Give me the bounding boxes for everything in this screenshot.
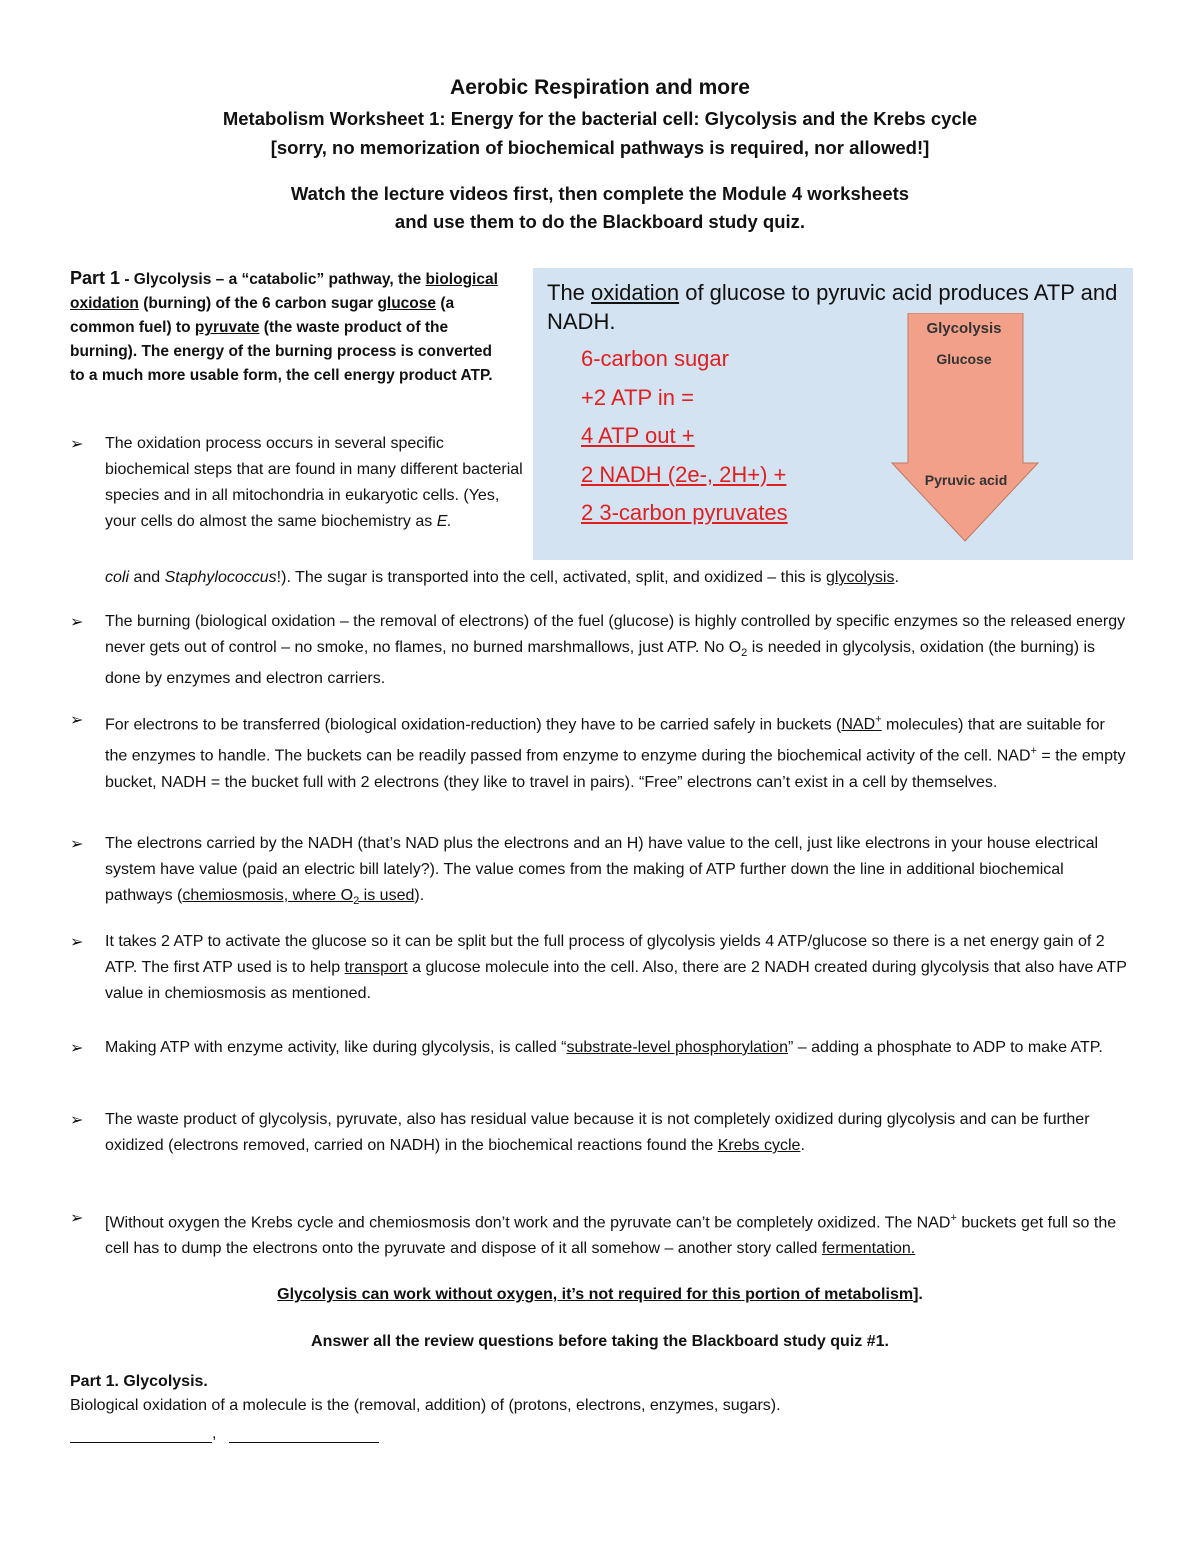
term-oxidation: oxidation xyxy=(591,280,680,305)
bullet-text: Making ATP with enzyme activity, like during glycolysis, is called “substrate-level phosphorylation” – adding a phosphate to ADP to make ATP. xyxy=(105,1039,1103,1056)
infobox-yield-list xyxy=(581,340,788,533)
yield-line: 2 3-carbon pyruvates xyxy=(581,500,788,525)
term-glucose: glucose xyxy=(377,295,437,312)
part1-label: Part 1 xyxy=(70,268,121,288)
bullet-text: For electrons to be transferred (biological oxidation-reduction) they have to be carried safely in buckets (NAD+ molecules) that are suitable for the enzymes to handle. The buckets can be readily passed from enzyme to enzyme during the biochemical activity of the cell. NAD+ = the empty bucket, NADH = the bucket full with 2 electrons (they like to travel in pairs). “Free” electrons can’t exist in a cell by themselves. xyxy=(105,714,1126,791)
memorization-note: [sorry, no memorization of biochemical pathways is required, nor allowed!] xyxy=(270,137,930,158)
arrow-glucose-label: Glucose xyxy=(936,351,992,367)
term-pyruvate: pyruvate xyxy=(194,319,260,336)
instruction-line-1: Watch the lecture videos first, then complete the Module 4 worksheets xyxy=(290,183,910,204)
bullet-text: The waste product of glycolysis, pyruvate, also has residual value because it is not completely oxidized during glycolysis and can be further oxidized (electrons removed, carried on NADH) in the biochemical reactions found the Krebs cycle. xyxy=(105,1111,1090,1154)
yield-line: 4 ATP out + xyxy=(581,423,695,448)
arrowhead-bullet-icon: ➢ xyxy=(70,612,84,631)
page-title: Aerobic Respiration and more xyxy=(450,76,750,99)
part1-text: (the waste product of the burning). The energy of the burning process is converted to a much more usable form, the cell energy product ATP. xyxy=(70,319,493,384)
answer-blank-1[interactable] xyxy=(70,1420,212,1443)
arrow-pyruvic-acid-label: Pyruvic acid xyxy=(924,472,1008,488)
answer-instruction: Answer all the review questions before taking the Blackboard study quiz #1. xyxy=(311,1333,889,1350)
bullet-text: The electrons carried by the NADH (that’s NAD plus the electrons and an H) have value to the cell, just like electrons in your house electrical system have value (paid an electric bill lately?). The value comes from the making of ATP further down the line in additional biochemical pathways (chemiosmosis, where $O_2$ is used). xyxy=(105,835,1099,908)
arrowhead-bullet-icon: ➢ xyxy=(70,834,84,853)
term-substrate-level-phosphorylation: substrate-level phosphorylation xyxy=(566,1039,788,1056)
term-glycolysis: glycolysis xyxy=(826,569,895,586)
question-text: Biological oxidation of a molecule is the (removal, addition) of (protons, electrons, enzymes, sugars). xyxy=(70,1397,781,1414)
question-section-heading: Part 1. Glycolysis. xyxy=(70,1373,208,1390)
arrowhead-bullet-icon: ➢ xyxy=(70,1208,84,1227)
bullet-text: The oxidation process occurs in several specific biochemical steps that are found in many different bacterial species and in all mitochondria in eukaryotic cells. (Yes, your cells do almost the same biochemistry as E. xyxy=(105,435,523,530)
answer-blank-2[interactable] xyxy=(229,1420,379,1443)
arrowhead-bullet-icon: ➢ xyxy=(70,434,84,453)
bullet-text: [Without oxygen the Krebs cycle and chemiosmosis don’t work and the pyruvate can’t be completely oxidized. The NAD+ buckets get full so the cell has to dump the electrons onto the pyruvate and dispose of it all somehow – another story called fermentation. xyxy=(105,1212,1117,1258)
answer-blanks xyxy=(70,1420,379,1443)
down-arrow-shape xyxy=(892,313,1038,541)
bullet-text: It takes 2 ATP to activate the glucose so it can be split but the full process of glycolysis yields 4 ATP/glucose so there is a net energy gain of 2 ATP. The first ATP used is to help transport a glucose molecule into the cell. Also, there are 2 NADH created during glycolysis that also have ATP value in chemiosmosis as mentioned. xyxy=(105,933,1127,1002)
arrowhead-bullet-icon: ➢ xyxy=(70,932,84,951)
bullet-oxidation-process-continued: coli and Staphylococcus!). The sugar is transported into the cell, activated, split, and oxidized – this is glycolysis. xyxy=(105,569,899,586)
part1-intro xyxy=(70,266,510,388)
glycolysis-arrow-diagram xyxy=(888,313,1048,543)
part1-text: - Glycolysis – a “catabolic” pathway, the xyxy=(120,271,426,288)
glycolysis-infobox xyxy=(533,268,1133,560)
part1-text: (burning) of the 6 carbon sugar xyxy=(138,295,378,312)
bullet-text: The burning (biological oxidation – the removal of electrons) of the fuel (glucose) is highly controlled by specific enzymes so the released energy never gets out of control – no smoke, no flames, no burned marshmallows, just ATP. No $O_2$ is needed in glycolysis, oxidation (the burning) is done by enzymes and electron carriers. xyxy=(105,613,1126,688)
yield-line: +2 ATP in = xyxy=(581,384,694,410)
closing-statement: Glycolysis can work without oxygen, it’s not required for this portion of metabolism]. xyxy=(277,1286,923,1303)
term-transport: transport xyxy=(344,959,408,976)
arrowhead-bullet-icon: ➢ xyxy=(70,710,84,729)
arrowhead-bullet-icon: ➢ xyxy=(70,1038,84,1057)
yield-line: 6-carbon sugar xyxy=(581,346,729,371)
instruction-line-2: and use them to do the Blackboard study quiz. xyxy=(394,211,806,232)
arrow-title-label: Glycolysis xyxy=(926,320,1002,337)
blank-separator: , xyxy=(212,1425,217,1442)
part1-text: (a common fuel) to xyxy=(70,295,455,336)
term-chemiosmosis: chemiosmosis, where $O_2$ is used xyxy=(182,887,415,908)
page-subtitle: Metabolism Worksheet 1: Energy for the bacterial cell: Glycolysis and the Krebs cycle xyxy=(222,108,978,129)
term-fermentation: fermentation. xyxy=(821,1240,916,1258)
term-biological-oxidation: biological oxidation xyxy=(70,271,498,312)
yield-line: 2 NADH (2e-, 2H+) + xyxy=(581,461,787,487)
infobox-heading-text: The xyxy=(547,280,592,305)
term-krebs-cycle: Krebs cycle xyxy=(717,1137,801,1154)
infobox-heading-text: of glucose to pyruvic acid produces ATP and NADH. xyxy=(547,280,1118,334)
term-nad: NAD+ xyxy=(841,714,882,734)
instructions xyxy=(0,180,1200,236)
arrowhead-bullet-icon: ➢ xyxy=(70,1110,84,1129)
